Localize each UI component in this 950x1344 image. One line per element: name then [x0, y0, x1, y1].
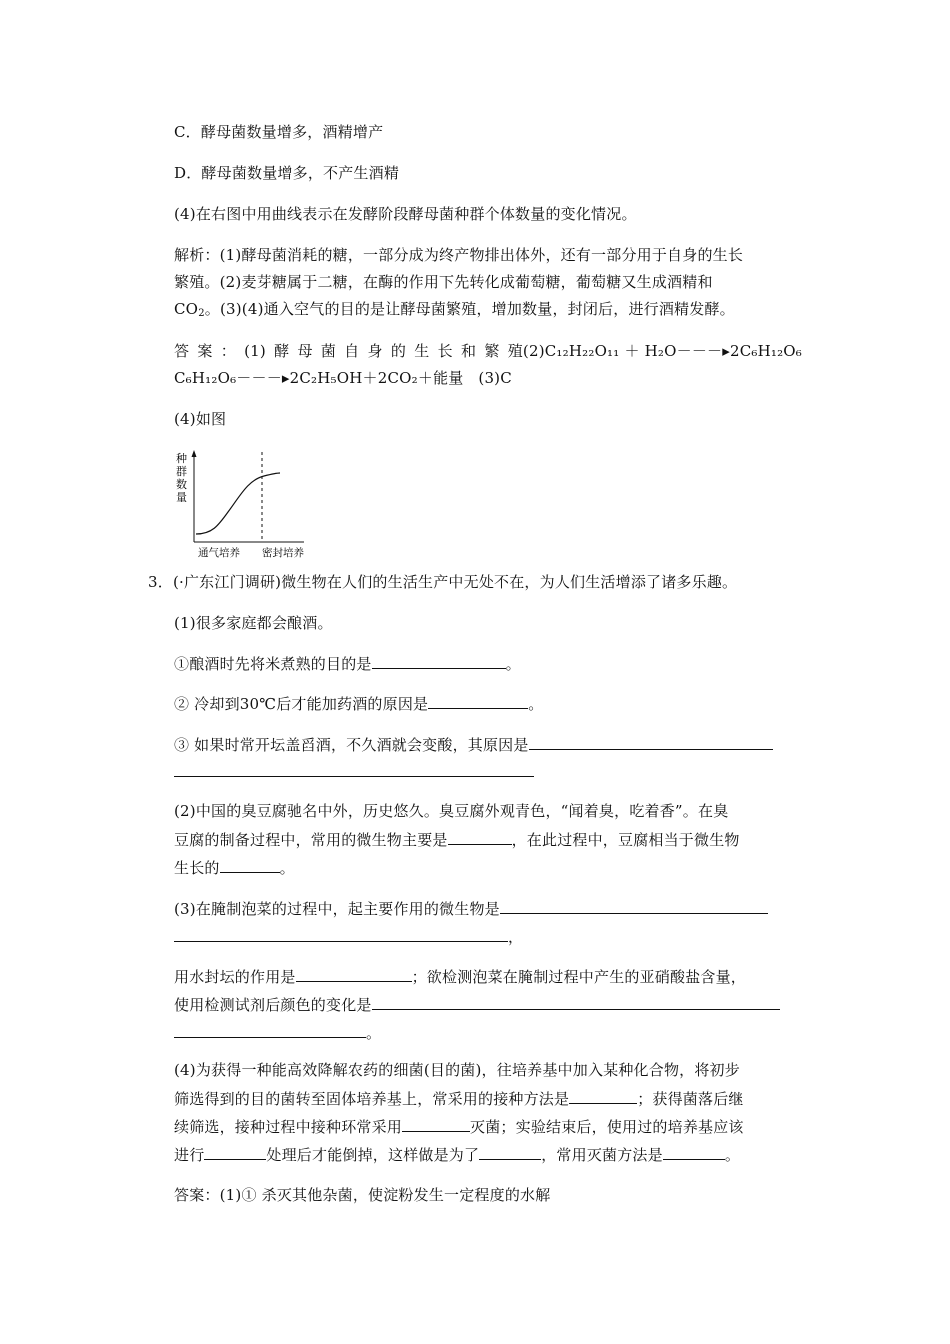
answer-blank — [500, 898, 768, 914]
answer-label-char: 答 — [174, 342, 190, 360]
graph-ylabel-char: 量 — [176, 491, 187, 504]
question-3-title: 3．(·广东江门调研)微生物在人们的生活生产中无处不在，为人们生活增添了诸多乐趣。 — [148, 573, 738, 591]
answer-blank — [569, 1088, 637, 1104]
answer-label-char: 长 — [437, 342, 453, 360]
answer-blank — [428, 693, 528, 709]
answer-blank — [220, 857, 280, 873]
answer-blank — [479, 1144, 541, 1160]
q3-part-2-line-2: 豆腐的制备过程中，常用的微生物主要是 ，在此过程中，豆腐相当于微生物 — [174, 831, 740, 849]
q3-part-1b: ② 冷却到30℃后才能加药酒的原因是 。 — [174, 695, 544, 713]
answer-label-char: 案 — [197, 342, 213, 360]
answer-label-char: ： — [220, 342, 236, 360]
answer-blank — [402, 1116, 470, 1132]
answer-label-char: 殖 — [507, 342, 523, 360]
q3-part-1: (1)很多家庭都会酿酒。 — [174, 614, 333, 632]
graph-ylabel-char: 种 — [176, 452, 187, 465]
question-4: (4)在右图中用曲线表示在发酵阶段酵母菌种群个体数量的变化情况。 — [174, 205, 637, 223]
option-d: D．酵母菌数量增多，不产生酒精 — [174, 164, 400, 182]
answer-label-char: 菌 — [320, 342, 337, 360]
q3-part-2-line-1: (2)中国的臭豆腐驰名中外，历史悠久。臭豆腐外观青色，“闻着臭，吃着香”。在臭 — [174, 802, 729, 820]
answer-label-spread — [174, 341, 523, 361]
answer-blank — [529, 734, 773, 750]
answer-blank — [296, 966, 412, 982]
q3-part-4-line-1: (4)为获得一种能高效降解农药的细菌(目的菌)，往培养基中加入某种化合物，将初步 — [174, 1061, 740, 1079]
answer-label-char: 自 — [344, 342, 360, 360]
answer-equation-1: (2)C₁₂H₂₂O₁₁ ＋ H₂O－－－▸2C₆H₁₂O₆ — [522, 342, 802, 360]
answer-blank — [663, 1144, 725, 1160]
answer-part-3: (3)C — [478, 369, 512, 387]
graph-xlabel-right: 密封培养 — [262, 547, 304, 559]
q3-part-3-line-3: 用水封坛的作用是 ；欲检测泡菜在腌制过程中产生的亚硝酸盐含量， — [174, 968, 747, 986]
answer-line-2 — [174, 368, 512, 388]
answer-blank — [204, 1144, 266, 1160]
population-curve — [196, 473, 280, 534]
answer-label-char: 身 — [367, 342, 383, 360]
answer-part-4: (4)如图 — [174, 410, 227, 428]
graph-xlabel-left: 通气培养 — [198, 547, 240, 559]
answer-label-char: 的 — [390, 342, 407, 360]
graph-ylabel-char: 群 — [176, 465, 187, 478]
answer-blank — [372, 653, 506, 669]
q3-part-4-line-4: 进行 处理后才能倒掉，这样做是为了 ，常用灭菌方法是 。 — [174, 1146, 741, 1164]
analysis-line-1: 解析：(1)酵母菌消耗的糖，一部分成为终产物排出体外，还有一部分用于自身的生长 — [174, 246, 744, 264]
answer-label-char: 繁 — [484, 342, 500, 360]
answer-label-char: (1) — [244, 342, 266, 360]
q3-part-3-line-2: ， — [174, 926, 523, 947]
answer-blank — [372, 994, 780, 1010]
analysis-line-3: $CO_2$。(3)(4)通入空气的目的是让酵母菌繁殖，增加数量，封闭后，进行酒精发酵。 — [174, 300, 735, 319]
answer-blank — [174, 1022, 366, 1038]
answer-label-char: 母 — [297, 342, 313, 360]
analysis-line-2: 繁殖。(2)麦芽糖属于二糖，在酶的作用下先转化成葡萄糖，葡萄糖又生成酒精和 — [174, 273, 713, 291]
answer-label-char: 酵 — [274, 342, 290, 360]
population-graph — [172, 446, 332, 560]
q3-part-1c: ③ 如果时常开坛盖舀酒，不久酒就会变酸，其原因是 — [174, 734, 773, 755]
answer-line-1 — [174, 341, 802, 361]
q3-part-3-line-5: 。 — [174, 1022, 381, 1043]
q3-part-4-line-3: 续筛选，接种过程中接种环常采用 灭菌；实验结束后，使用过的培养基应该 — [174, 1118, 744, 1136]
answer-label-char: 和 — [460, 342, 477, 360]
q3-part-1a: ①酿酒时先将米煮熟的目的是 。 — [174, 655, 521, 673]
answer-blank — [448, 829, 512, 845]
graph-ylabel-char: 数 — [176, 478, 187, 491]
q3-part-4-line-2: 筛选得到的目的菌转至固体培养基上，常采用的接种方法是 ；获得菌落后继 — [174, 1090, 744, 1108]
q3-answer-line: 答案：(1)① 杀灭其他杂菌，使淀粉发生一定程度的水解 — [174, 1186, 551, 1204]
q3-part-3-line-4: 使用检测试剂后颜色的变化是 — [174, 994, 780, 1015]
answer-blank-line — [174, 776, 534, 777]
option-c: C．酵母菌数量增多，酒精增产 — [174, 123, 384, 141]
answer-equation-2: C₆H₁₂O₆－－－▸2C₂H₅OH＋2CO₂＋能量 — [174, 369, 464, 387]
answer-label-char: 生 — [414, 342, 430, 360]
q3-part-3-line-1: (3)在腌制泡菜的过程中，起主要作用的微生物是 — [174, 898, 768, 919]
q3-part-2-line-3: 生长的 。 — [174, 859, 295, 877]
answer-blank — [174, 926, 508, 942]
graph-axes — [192, 450, 305, 542]
